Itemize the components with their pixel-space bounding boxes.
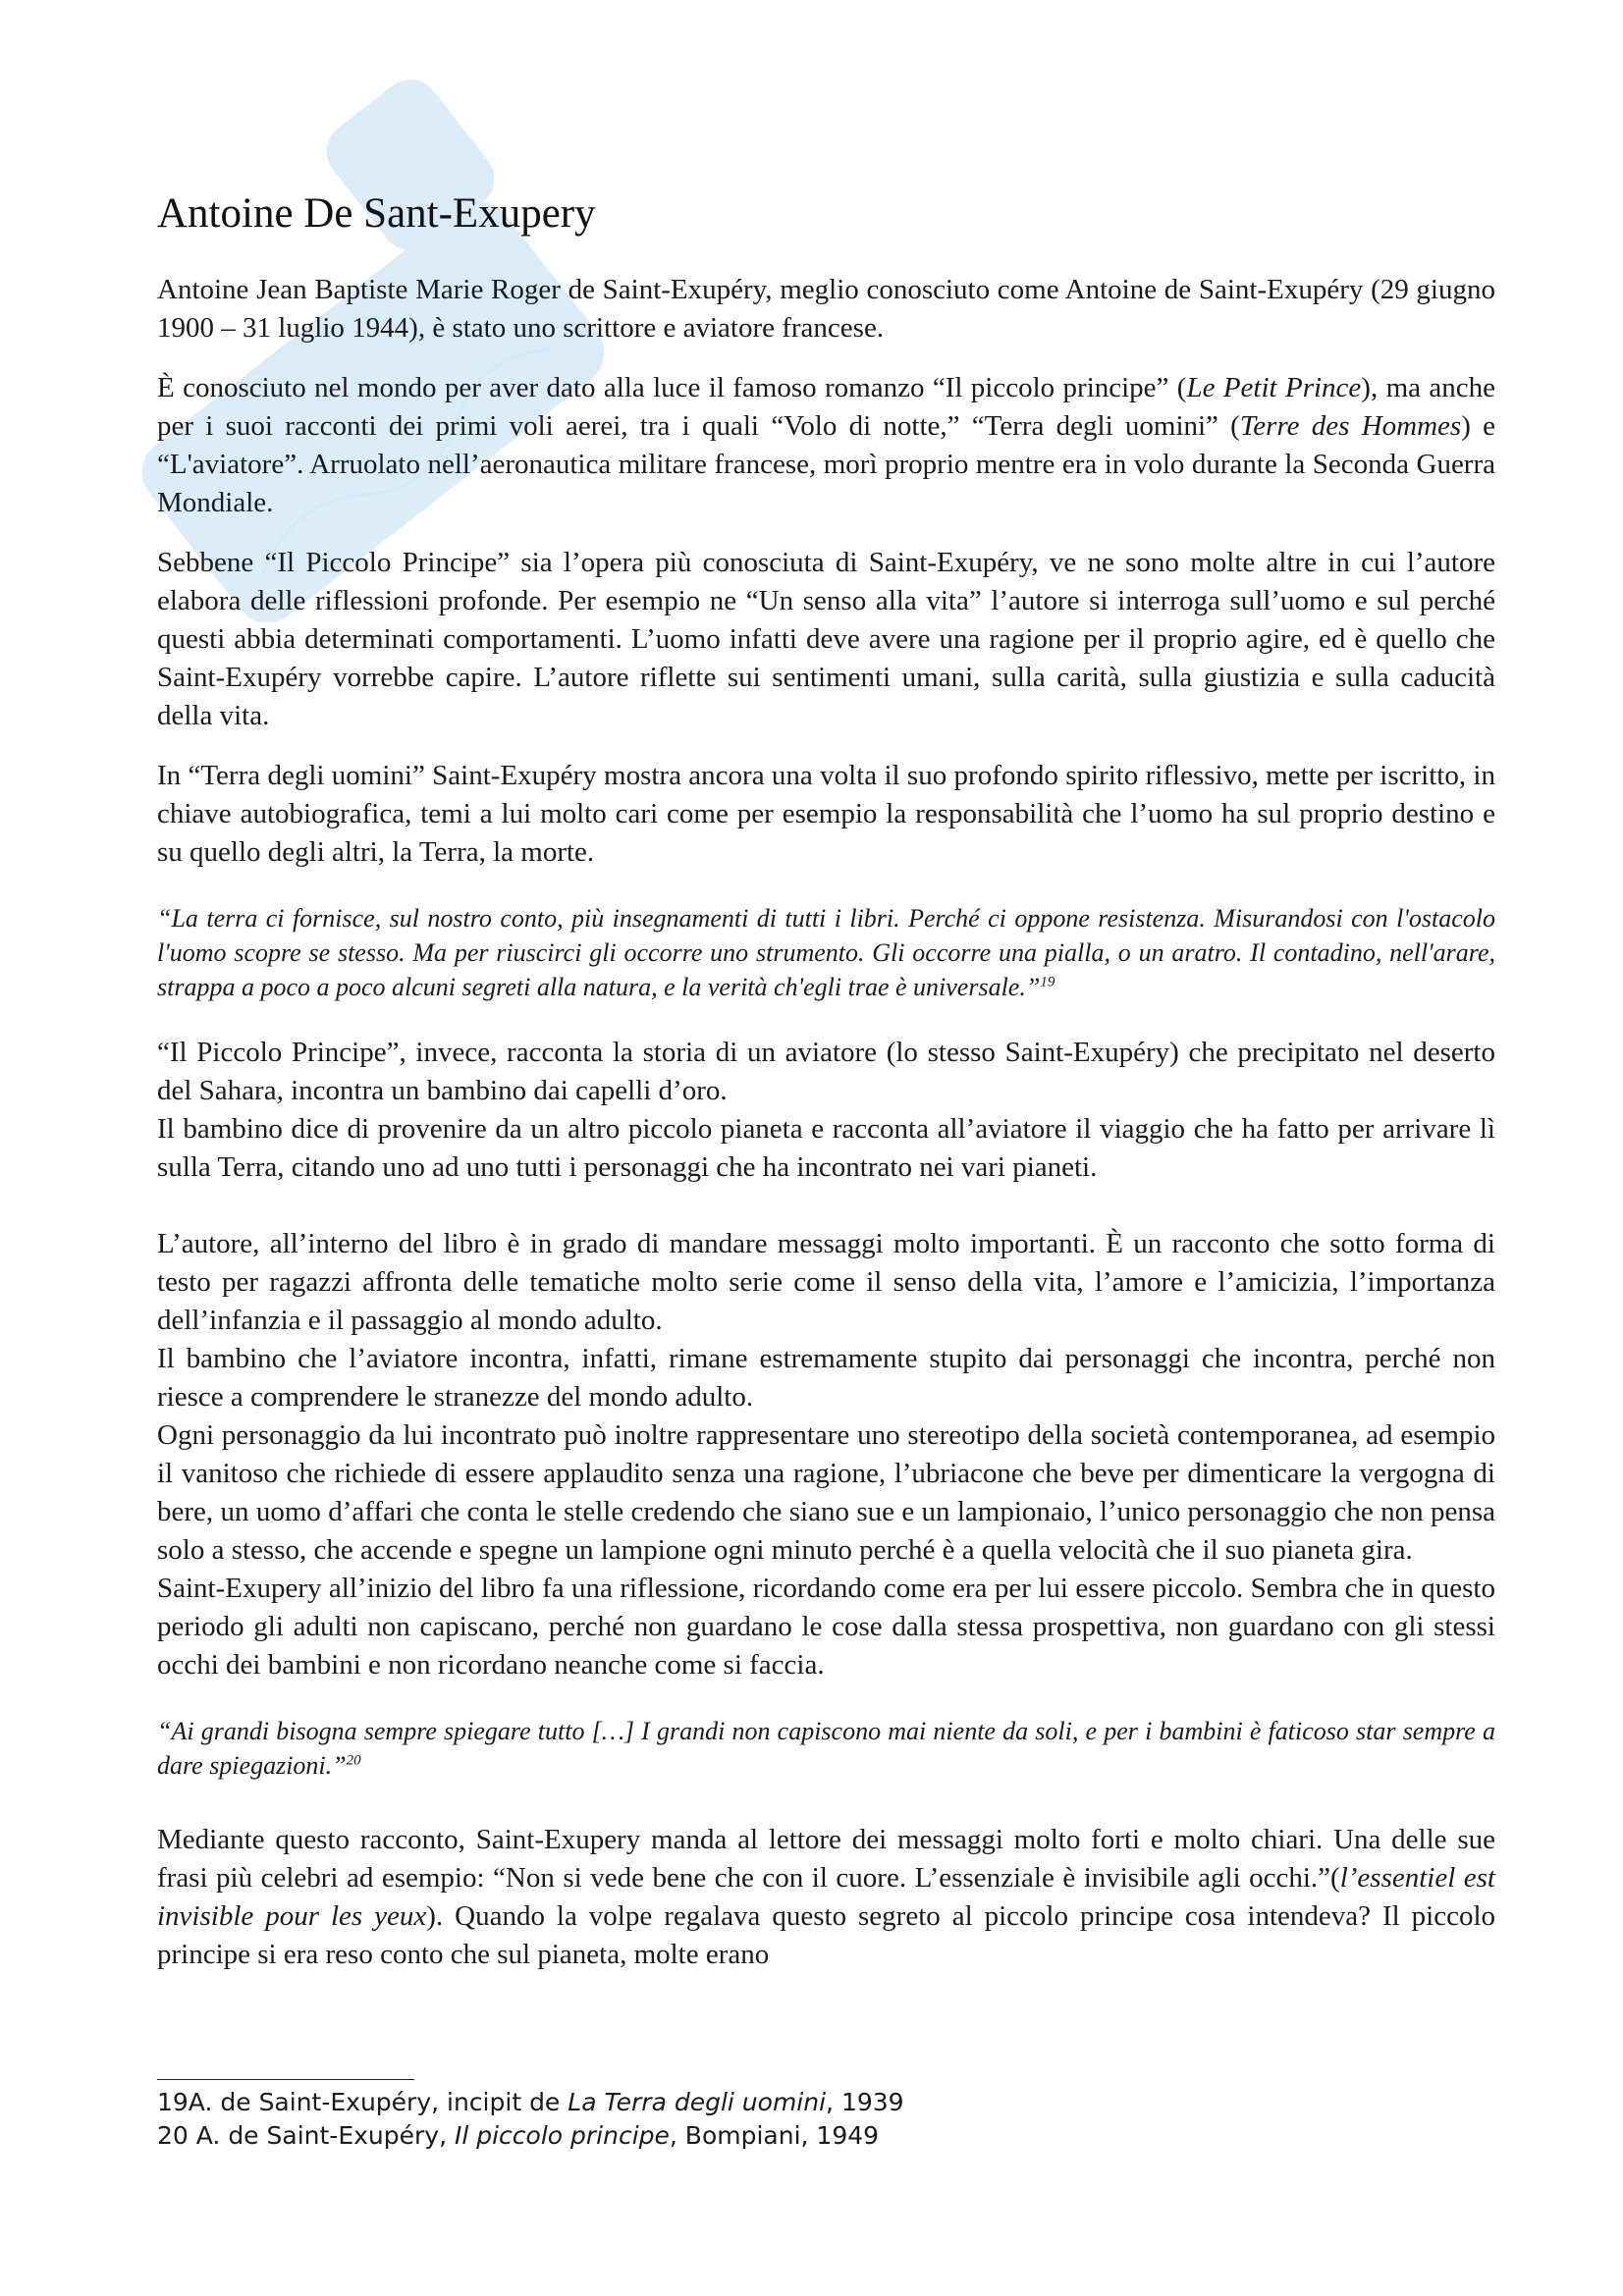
paragraph-intro: Antoine Jean Baptiste Marie Roger de Saint-Exupéry, meglio conosciuto come Antoine de Saint-Exupéry (29 giugno 1900 – 31 luglio 1944), è stato uno scrittore e aviatore francese. [157,273,1495,344]
paragraph-piccolo-principe: “Il Piccolo Principe”, invece, racconta la storia di un aviatore (lo stesso Saint-Exupéry) che precipitato nel deserto del Sahara, incontra un bambino dai capelli d’oro. [157,1036,1495,1106]
text-run: ) e “L'aviatore”. Arruolato nell’aeronautica militare francese, morì proprio mentre era in volo durante la Seconda Guerra Mondiale. [157,409,1495,518]
document-body [157,188,1495,1996]
footnote-20 [157,2119,904,2153]
text-run: È conosciuto nel mondo per aver dato alla luce il famoso romanzo “Il piccolo principe” ( [157,371,1187,403]
quote-text: “Ai grandi bisogna sempre spiegare tutto […] I grandi non capiscono mai niente da soli, e per i bambini è faticoso star sempre a dare spiegazioni.” [157,1716,1495,1780]
footnote-title: Il piccolo principe [454,2121,670,2150]
footnote-ref: 20 [346,1751,361,1768]
footnote-text: , 1939 [826,2088,904,2116]
italic-quote: l’essentiel est invisible pour les yeux [157,1861,1495,1932]
paragraph-other-works: Sebbene “Il Piccolo Principe” sia l’opera più conosciuta di Saint-Exupéry, ve ne sono molte altre in cui l’autore elabora delle riflessioni profonde. Per esempio ne “Un senso alla vita” l’autore si interroga sull’uomo e sul perché questi abbia determinati comportamenti. L’uomo infatti deve avere una ragione per il proprio agire, ed è quello che Saint-Exupéry vorrebbe capire. L’autore riflette sui sentimenti umani, sulla carità, sulla giustizia e sulla caducità della vita. [157,546,1495,731]
paragraph-stupito: Il bambino che l’aviatore incontra, infatti, rimane estremamente stupito dai personaggi che incontra, perché non riesce a comprendere le stranezze del mondo adulto. [157,1342,1495,1413]
footnote-text: , Bompiani, 1949 [669,2121,880,2150]
footnote-text: 20 A. de Saint-Exupéry, [157,2121,455,2150]
footnote-19 [157,2086,904,2119]
quote-terra [157,901,1495,1004]
text-run: ), ma anche per i suoi racconti dei primi voli aerei, tra i quali “Volo di notte,” “Terra degli uomini” ( [157,371,1496,442]
italic-title: Le Petit Prince [1186,371,1362,403]
paragraph-bambino: Il bambino dice di provenire da un altro piccolo pianeta e racconta all’aviatore il viaggio che ha fatto per arrivare lì sulla Terra, citando uno ad uno tutti i personaggi che ha incontrato nei vari pianeti. [157,1112,1495,1183]
footnote-title: La Terra degli uomini [568,2088,827,2116]
footnote-separator [157,2079,414,2080]
text-run: ). Quando la volpe regalava questo segreto al piccolo principe cosa intendeva? Il piccolo principe si era reso conto che sul pianeta, molte erano [157,1899,1495,1970]
paragraph-personaggi: Ogni personaggio da lui incontrato può inoltre rappresentare uno stereotipo della società contemporanea, ad esempio il vanitoso che richiede di essere applaudito senza una ragione, l’ubriacone che beve per dimenticare la vergogna di bere, un uomo d’affari che conta le stelle credendo che siano sue e un lampionaio, l’unico personaggio che non pensa solo a stesso, che accende e spegne un lampione ogni minuto perché è a quella velocità che il suo pianeta gira. [157,1418,1495,1566]
footnotes [157,2079,904,2153]
paragraph-riflessione: Saint-Exupery all’inizio del libro fa una riflessione, ricordando come era per lui essere piccolo. Sembra che in questo periodo gli adulti non capiscano, perché non guardano le cose dalla stessa prospettiva, non guardano con gli stessi occhi dei bambini e non ricordano neanche come si faccia. [157,1572,1495,1681]
paragraph-terra-degli-uomini: In “Terra degli uomini” Saint-Exupéry mostra ancora una volta il suo profondo spirito riflessivo, mette per iscritto, in chiave autobiografica, temi a lui molto cari come per esempio la responsabilità che l’uomo ha sul proprio destino e su quello degli altri, la Terra, la morte. [157,759,1495,868]
paragraph-known-for [157,369,1495,522]
footnote-ref: 19 [1040,973,1055,989]
paragraph-messaggi-forti [157,1821,1495,1974]
italic-title: Terre des Hommes [1239,409,1462,442]
quote-text: “La terra ci fornisce, sul nostro conto, più insegnamenti di tutti i libri. Perché ci oppone resistenza. Misurandosi con l'ostacolo l'uomo scopre se stesso. Ma per riuscirci gli occorre uno strumento. Gli occorre una pialla, o un aratro. Il contadino, nell'arare, strappa a poco a poco alcuni segreti alla natura, e la verità ch'egli trae è universale.” [157,903,1495,1001]
text-run: Mediante questo racconto, Saint-Exupery manda al lettore dei messaggi molto forti e molto chiari. Una delle sue frasi più celebri ad esempio: “Non si vede bene che con il cuore. L’essenziale è invisibile agli occhi.”( [157,1823,1495,1894]
footnote-text: 19A. de Saint-Exupéry, incipit de [157,2088,568,2116]
page-title: Antoine De Sant-Exupery [157,190,596,237]
quote-grandi [157,1714,1495,1783]
paragraph-messaggi: L’autore, all’interno del libro è in grado di mandare messaggi molto importanti. È un racconto che sotto forma di testo per ragazzi affronta delle tematiche molto serie come il senso della vita, l’amore e l’amicizia, l’importanza dell’infanzia e il passaggio al mondo adulto. [157,1227,1495,1336]
